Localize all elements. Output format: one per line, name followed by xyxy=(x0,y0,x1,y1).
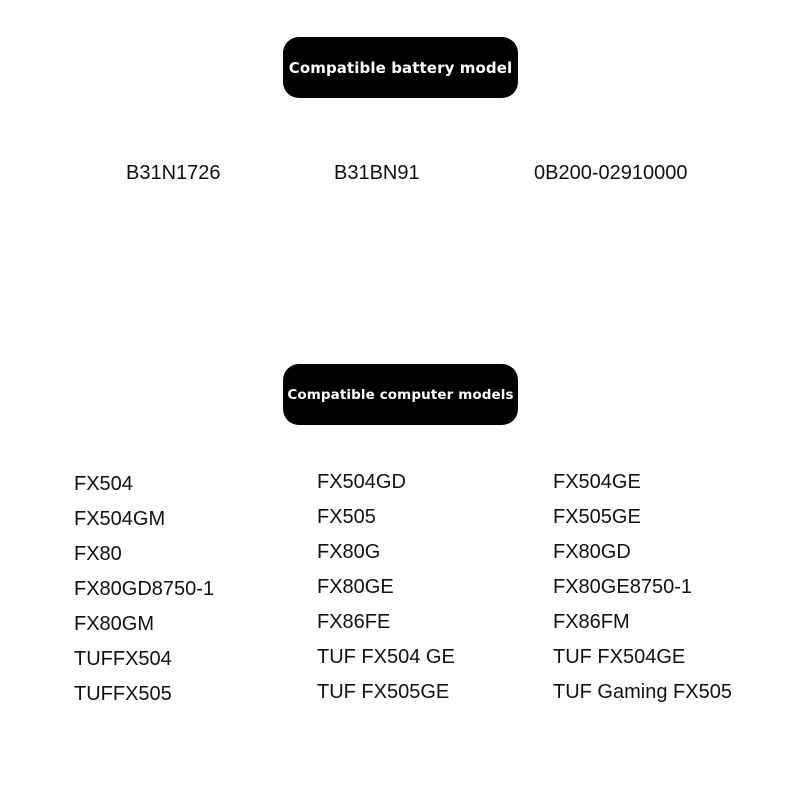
computer-model: FX80G xyxy=(317,541,381,563)
computer-model: FX80GD8750-1 xyxy=(74,578,215,600)
battery-model-1: B31N1726 xyxy=(126,162,221,184)
computer-model: FX505GE xyxy=(553,506,641,528)
computer-model: FX505 xyxy=(317,506,376,528)
computer-section-heading-label: Compatible computer models xyxy=(287,386,514,403)
battery-model-3: 0B200-02910000 xyxy=(534,162,688,184)
computer-model: FX80GE8750-1 xyxy=(553,576,692,598)
computer-model: FX504GE xyxy=(553,471,641,493)
computer-model: FX504GD xyxy=(317,471,406,493)
computer-model: FX80GD xyxy=(553,541,631,563)
battery-section-heading xyxy=(283,37,518,98)
battery-section-heading-label: Compatible battery model xyxy=(288,58,513,77)
computer-model: TUFFX505 xyxy=(74,683,172,705)
computer-model: FX80GE xyxy=(317,576,394,598)
computer-model: TUFFX504 xyxy=(74,648,172,670)
computer-model: FX80 xyxy=(74,543,122,565)
computer-model: TUF FX504 GE xyxy=(317,646,455,668)
computer-model: TUF FX505GE xyxy=(317,681,450,703)
computer-model: FX86FM xyxy=(553,611,630,633)
computer-models-column-1 xyxy=(74,469,214,714)
computer-model: TUF Gaming FX505 xyxy=(553,681,732,703)
computer-models-column-3 xyxy=(553,467,732,712)
computer-model: FX504GM xyxy=(74,508,166,530)
computer-models-column-2 xyxy=(317,467,455,712)
computer-model: FX86FE xyxy=(317,611,391,633)
battery-model-2: B31BN91 xyxy=(334,162,420,184)
computer-section-heading xyxy=(283,364,518,425)
computer-model: FX80GM xyxy=(74,613,155,635)
computer-model: FX504 xyxy=(74,473,133,495)
computer-model: TUF FX504GE xyxy=(553,646,686,668)
